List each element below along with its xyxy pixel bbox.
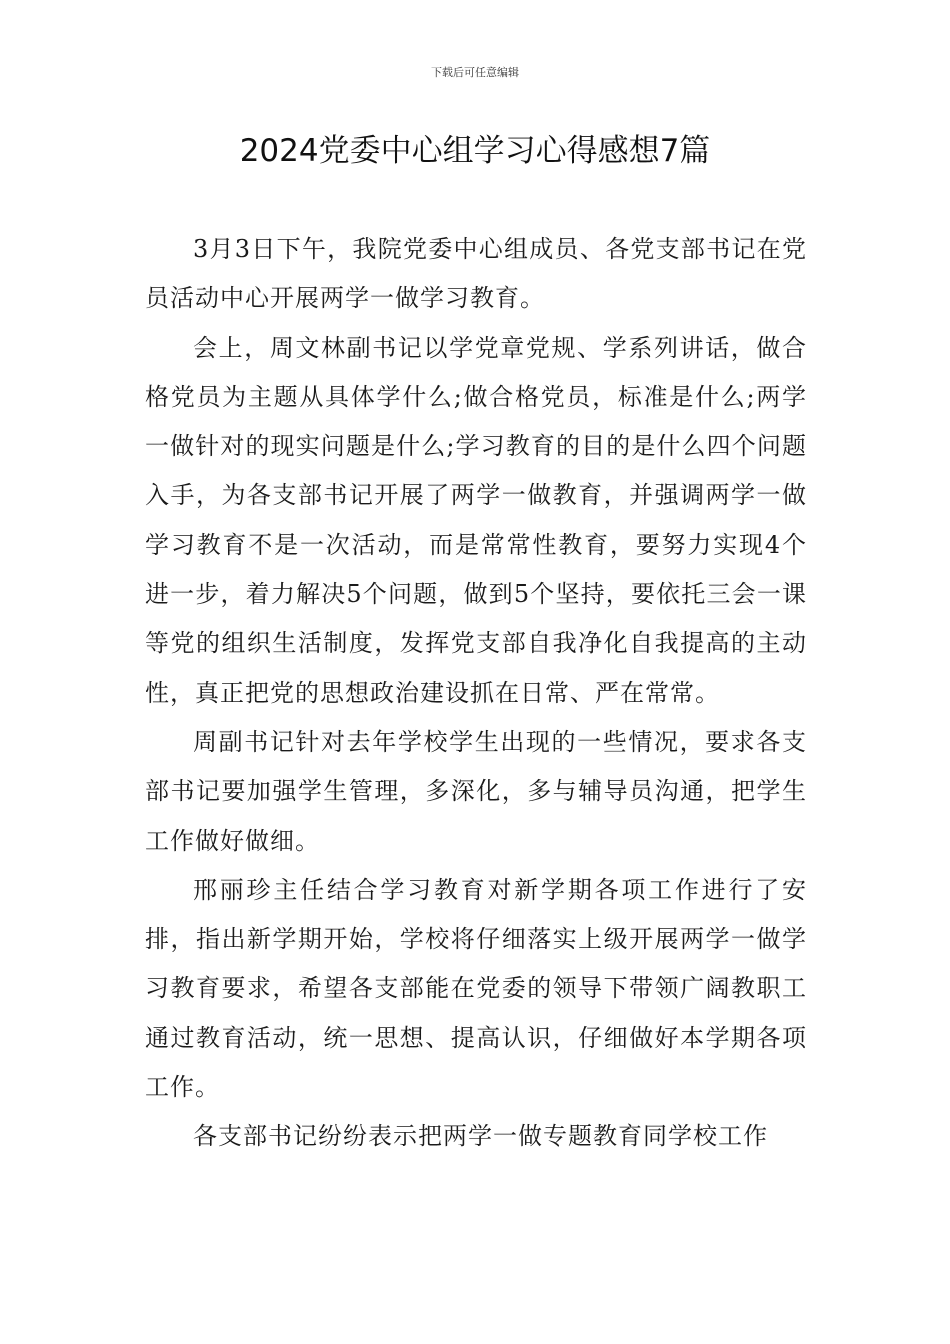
document-body [145, 225, 807, 1162]
paragraph: 各支部书记纷纷表示把两学一做专题教育同学校工作 [193, 1122, 768, 1151]
paragraph: 会上，周文林副书记以学党章党规、学系列讲话，做合格党员为主题从具体学什么;做合格党员，标准是什么;两学一做针对的现实问题是什么;学习教育的目的是什么四个问题入手，为各支部书记开展了两学一做教育，并强调两学一做学习教育不是一次活动，而是常常性教育，要努力实现4个进一步，着力解决5个问题，做到5个坚持，要依托三会一课等党的组织生活制度，发挥党支部自我净化自我提高的主动性，真正把党的思想政治建设抓在日常、严在常常。 [145, 333, 807, 707]
paragraph: 邢丽珍主任结合学习教育对新学期各项工作进行了安排，指出新学期开始，学校将仔细落实上级开展两学一做学习教育要求，希望各支部能在党委的领导下带领广阔教职工通过教育活动，统一思想、提高认识，仔细做好本学期各项工作。 [145, 875, 807, 1102]
document-title: 2024党委中心组学习心得感想7篇 [239, 133, 711, 169]
paragraph: 3月3日下午，我院党委中心组成员、各党支部书记在党员活动中心开展两学一做学习教育。 [145, 235, 807, 313]
paragraph: 周副书记针对去年学校学生出现的一些情况，要求各支部书记要加强学生管理，多深化，多与辅导员沟通，把学生工作做好做细。 [145, 727, 807, 855]
header-note: 下载后可任意编辑 [431, 66, 519, 79]
